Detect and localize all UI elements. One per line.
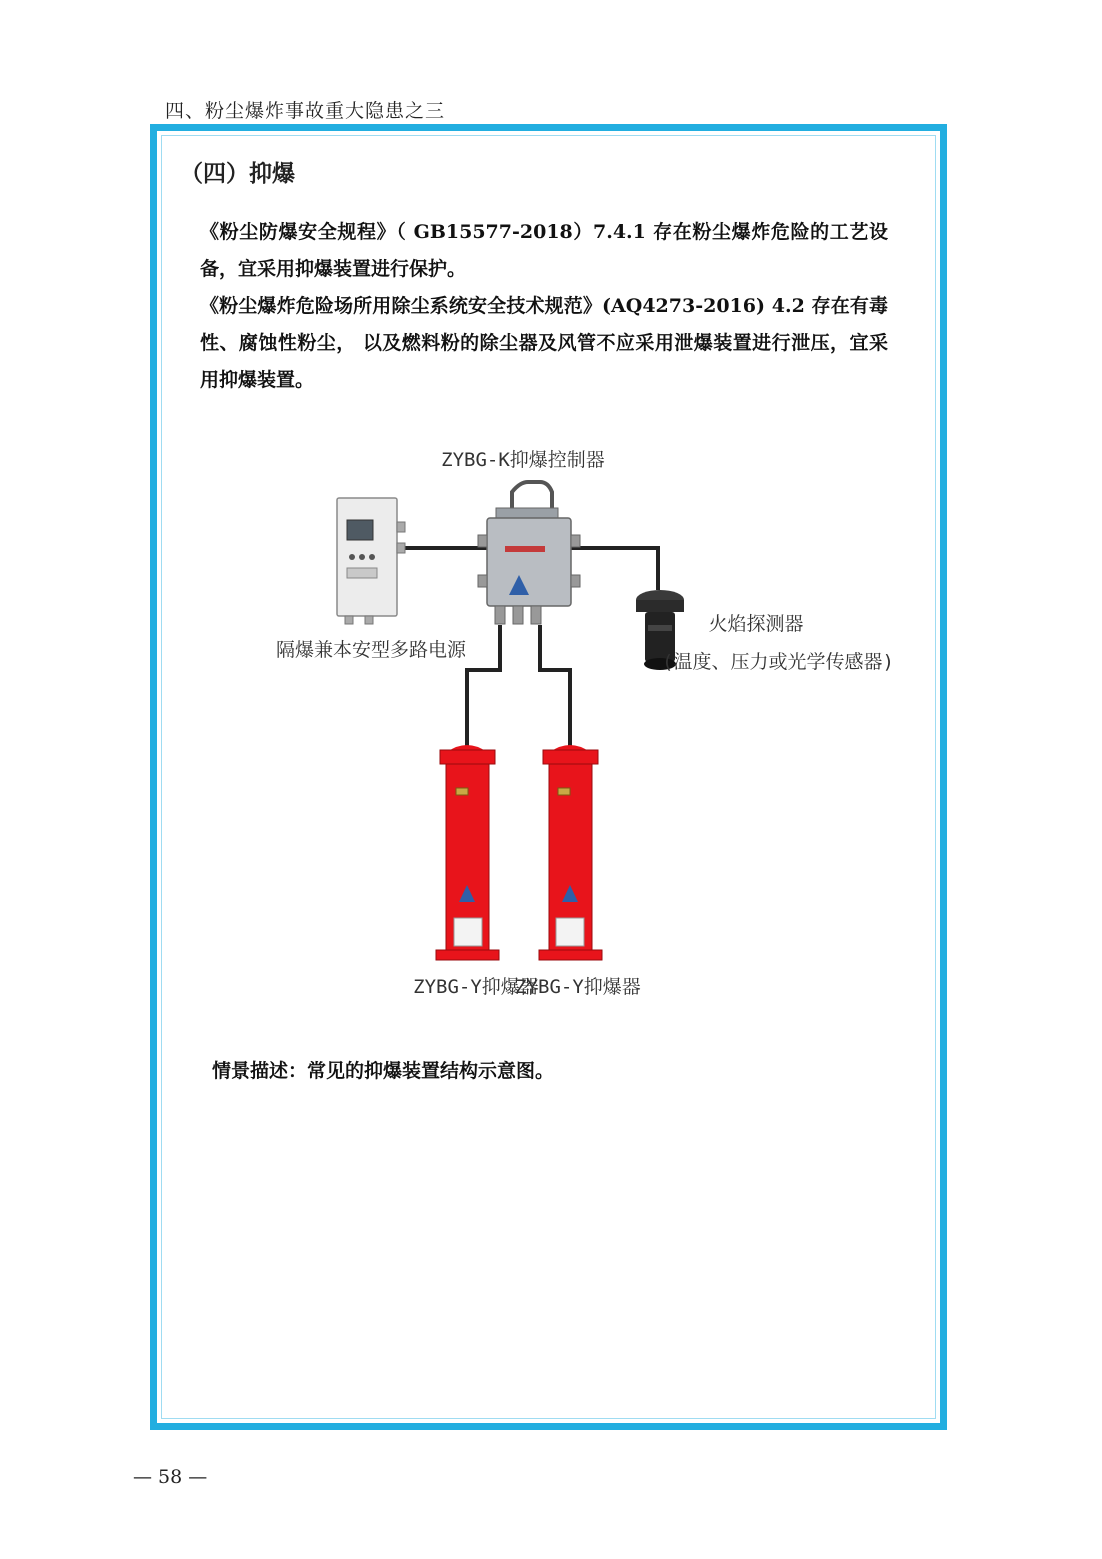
cable-controller-to-detector	[570, 548, 658, 590]
page-number: — 58 —	[133, 1466, 208, 1488]
detector-label: 火焰探测器	[708, 613, 804, 635]
suppressor-left-label: ZYBG-Y抑爆器	[413, 976, 539, 998]
figure-caption: 情景描述：常见的抑爆装置结构示意图。	[212, 1060, 555, 1082]
controller-box	[478, 482, 580, 624]
power-supply-box	[337, 498, 405, 624]
paragraph-gb15577: 《粉尘防爆安全规程》（ GB15577-2018）7.4.1 存在粉尘爆炸危险的工艺设备，宜采用抑爆装置进行保护。	[200, 221, 888, 280]
section-title: （四）抑爆	[180, 160, 295, 187]
running-header: 四、粉尘爆炸事故重大隐患之三	[165, 100, 446, 122]
power-supply-label: 隔爆兼本安型多路电源	[275, 639, 467, 661]
suppressor-right-label: ZYBG-Y抑爆器	[515, 976, 641, 998]
suppressor-right	[539, 745, 602, 960]
paragraph-aq4273: 《粉尘爆炸危险场所用除尘系统安全技术规范》(AQ4273-2016) 4.2 存在有毒性、腐蚀性粉尘， 以及燃料粉的除尘器及风管不应采用泄爆装置进行泄压，宜采用抑爆装置。	[200, 295, 888, 391]
suppressor-left	[436, 745, 499, 960]
cable-controller-to-suppressor-right	[540, 625, 570, 750]
cable-controller-to-suppressor-left	[467, 625, 500, 750]
controller-label: ZYBG-K抑爆控制器	[441, 449, 605, 471]
detector-sublabel: (温度、压力或光学传感器)	[662, 651, 894, 673]
